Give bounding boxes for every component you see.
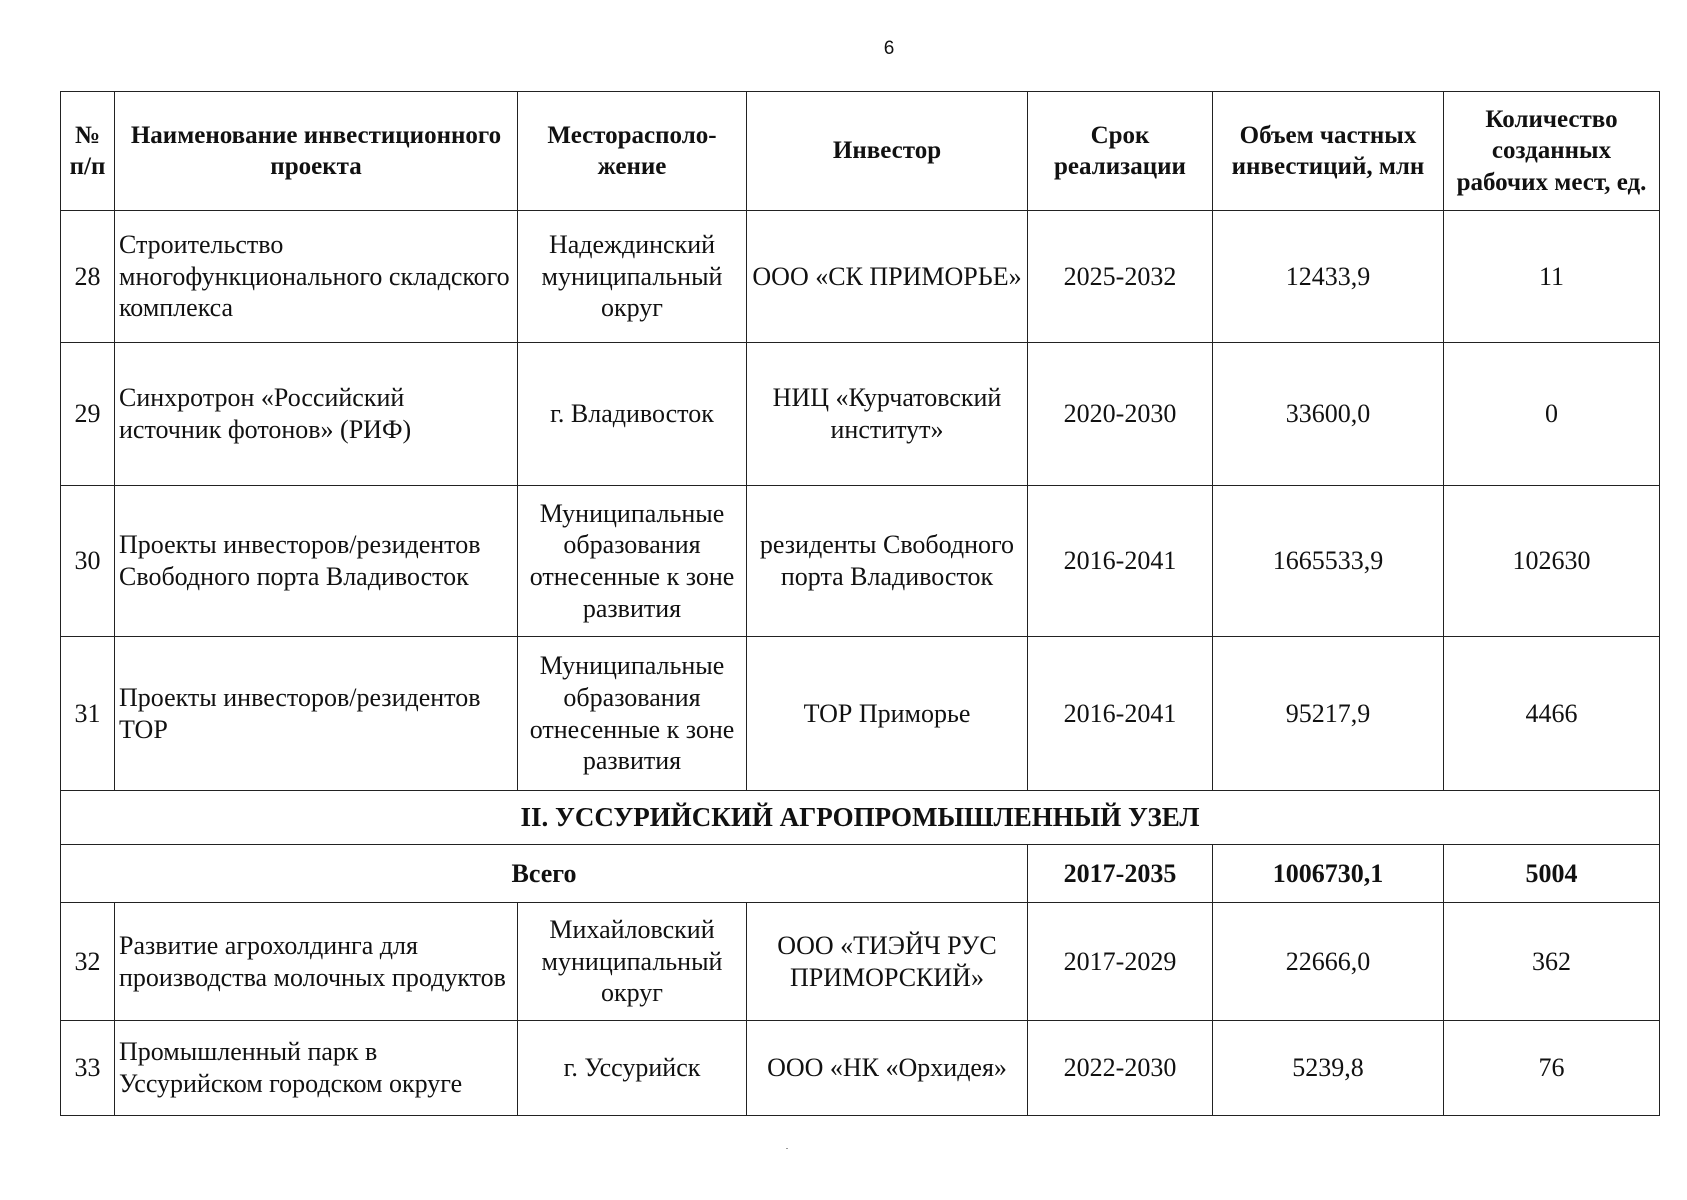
header-project-name: Наименование инвестиционного проекта [115,92,518,211]
table-row [61,903,1660,1021]
table-row [61,343,1660,486]
project-investment: 1665533,9 [1213,486,1444,637]
project-period: 2022-2030 [1028,1021,1213,1116]
project-period: 2016-2041 [1028,637,1213,791]
section-heading-row [61,791,1660,845]
table-header-row [61,92,1660,211]
total-label: Всего [61,845,1028,903]
project-jobs: 76 [1444,1021,1660,1116]
project-investor: ООО «СК ПРИМОРЬЕ» [747,211,1028,343]
header-num: № п/п [61,92,115,211]
project-location: Муниципальные образования отнесенные к зоне развития [518,486,747,637]
project-name: Промышленный парк в Уссурийском городском округе [115,1021,518,1116]
header-period: Срок реализации [1028,92,1213,211]
total-period: 2017-2035 [1028,845,1213,903]
project-jobs: 4466 [1444,637,1660,791]
project-location: г. Уссурийск [518,1021,747,1116]
project-investor: резиденты Свободного порта Владивосток [747,486,1028,637]
row-num: 30 [61,486,115,637]
project-name: Развитие агрохолдинга для производства молочных продуктов [115,903,518,1021]
project-investment: 12433,9 [1213,211,1444,343]
section-title: II. УССУРИЙСКИЙ АГРОПРОМЫШЛЕННЫЙ УЗЕЛ [61,791,1660,845]
project-investment: 33600,0 [1213,343,1444,486]
table-row [61,1021,1660,1116]
header-investor: Инвестор [747,92,1028,211]
row-num: 28 [61,211,115,343]
project-jobs: 362 [1444,903,1660,1021]
row-num: 29 [61,343,115,486]
row-num: 31 [61,637,115,791]
section-total-row [61,845,1660,903]
project-name: Строительство многофункционального складского комплекса [115,211,518,343]
project-investor: ТОР Приморье [747,637,1028,791]
project-jobs: 11 [1444,211,1660,343]
project-location: Муниципальные образования отнесенные к зоне развития [518,637,747,791]
project-name: Проекты инвесторов/резидентов ТОР [115,637,518,791]
project-period: 2017-2029 [1028,903,1213,1021]
project-period: 2016-2041 [1028,486,1213,637]
total-investment: 1006730,1 [1213,845,1444,903]
scan-speck [786,1148,788,1149]
project-name: Синхротрон «Российский источник фотонов» (РИФ) [115,343,518,486]
row-num: 32 [61,903,115,1021]
project-location: г. Владивосток [518,343,747,486]
header-location: Месторасполо-жение [518,92,747,211]
project-period: 2025-2032 [1028,211,1213,343]
page-number: 6 [883,38,895,59]
header-jobs: Количество созданных рабочих мест, ед. [1444,92,1660,211]
row-num: 33 [61,1021,115,1116]
project-location: Михайловский муниципальный округ [518,903,747,1021]
project-investment: 22666,0 [1213,903,1444,1021]
project-investor: ООО «ТИЭЙЧ РУС ПРИМОРСКИЙ» [747,903,1028,1021]
project-investment: 95217,9 [1213,637,1444,791]
project-location: Надеждинский муниципальный округ [518,211,747,343]
project-name: Проекты инвесторов/резидентов Свободного порта Владивосток [115,486,518,637]
table-row [61,211,1660,343]
project-jobs: 0 [1444,343,1660,486]
table-row [61,486,1660,637]
project-investment: 5239,8 [1213,1021,1444,1116]
header-investment: Объем частных инвестиций, млн [1213,92,1444,211]
table-row [61,637,1660,791]
project-investor: НИЦ «Курчатовский институт» [747,343,1028,486]
project-period: 2020-2030 [1028,343,1213,486]
project-investor: ООО «НК «Орхидея» [747,1021,1028,1116]
total-jobs: 5004 [1444,845,1660,903]
investment-projects-table [60,91,1660,1116]
project-jobs: 102630 [1444,486,1660,637]
